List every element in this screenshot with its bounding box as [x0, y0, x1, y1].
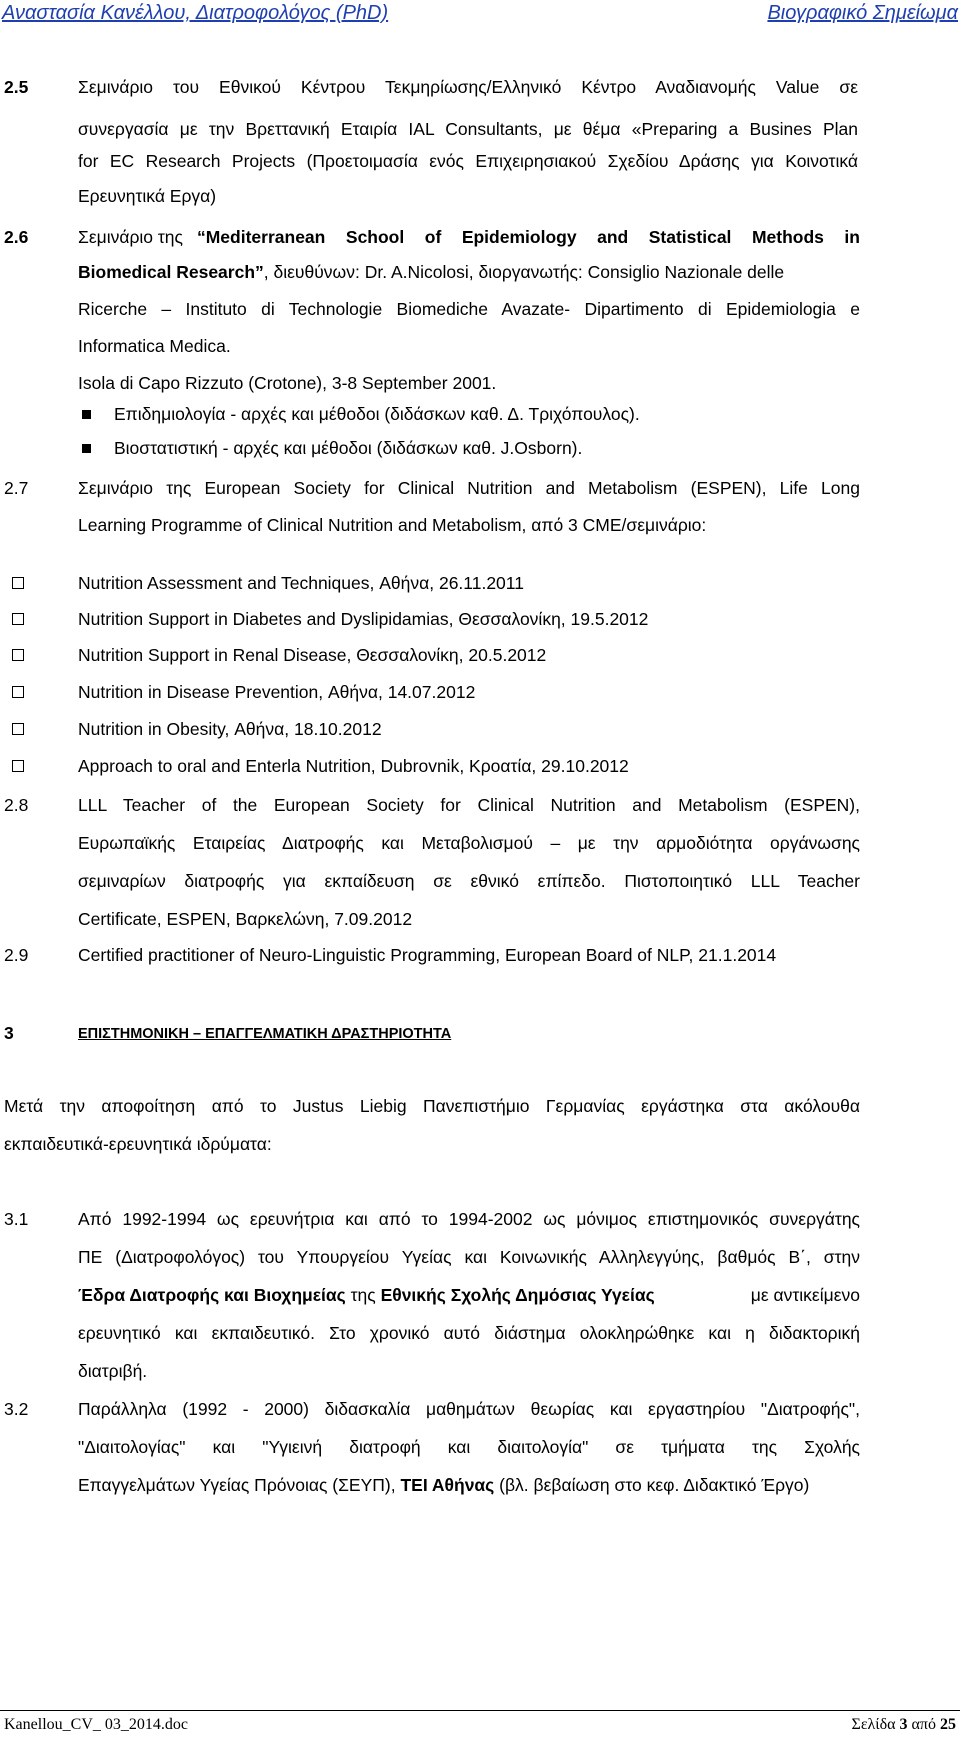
square-bullet-icon — [82, 410, 91, 419]
text-line: διατριβή. — [78, 1361, 148, 1381]
section-number: 3.1 — [4, 1209, 29, 1229]
school-name: Εθνικής Σχολής Δημόσιας Υγείας — [380, 1285, 655, 1305]
text-line: Μετά την αποφοίτηση από το Justus Liebig Πανεπιστήμιο Γερμανίας εργάστηκα στα ακόλουθα — [4, 1096, 860, 1116]
text-line: "Διαιτολογίας" και "Υγιεινή διατροφή και διαιτολογία" σε τμήματα της Σχολής — [78, 1437, 860, 1457]
section-number: 2.8 — [4, 795, 29, 815]
page-number: 3 — [899, 1716, 908, 1733]
section-number: 2.7 — [4, 478, 29, 498]
list-item: Nutrition Assessment and Techniques, Αθήνα, 26.11.2011 — [78, 573, 524, 593]
bullet-text: Βιοστατιστική - αρχές και μέθοδοι (διδάσκων καθ. J.Osborn). — [114, 438, 583, 458]
text-line: συνεργασία με την Βρεττανική Εταιρία IAL Consultants, με θέμα «Preparing a Busines Plan — [78, 119, 858, 139]
page-header — [0, 0, 960, 30]
text-line: ερευνητικό και εκπαιδευτικό. Στο χρονικό αυτό διάστημα ολοκληρώθηκε και η διδακτορική — [78, 1323, 860, 1343]
text-line: Certified practitioner of Neuro-Linguistic Programming, European Board of NLP, 21.1.2014 — [78, 945, 777, 965]
text-line — [78, 1474, 809, 1496]
header-author: Αναστασία Κανέλλου, Διατροφολόγος (PhD) — [2, 2, 389, 24]
page-label: Σελίδα — [851, 1716, 900, 1733]
seminar-title-cont: Biomedical Research” — [78, 262, 264, 282]
section-number: 3.2 — [4, 1399, 29, 1419]
section-title: ΕΠΙΣΤΗΜΟΝΙΚΗ – ΕΠΑΓΓΕΛΜΑΤΙΚΗ ΔΡΑΣΤΗΡΙΟΤΗΤΑ — [78, 1026, 452, 1042]
text-line: Learning Programme of Clinical Nutrition and Metabolism, από 3 CME/σεμινάριο: — [78, 515, 707, 535]
text-line — [78, 1284, 860, 1306]
text-line: ΠΕ (Διατροφολόγος) του Υπουργείου Υγείας και Κοινωνικής Αλληλεγγύης, βαθμός Β΄, στην — [78, 1247, 860, 1267]
page-label: από — [907, 1716, 940, 1733]
text-fragment: με αντικείμενο — [745, 1285, 860, 1305]
text-line: Isola di Capo Rizzuto (Crotone), 3-8 September 2001. — [78, 373, 497, 393]
section-number: 2.9 — [4, 945, 29, 965]
text-fragment: , διευθύνων: Dr. A.Nicolosi, διοργανωτής: Consiglio Nazionale delle — [263, 262, 785, 282]
footer-rule — [0, 1710, 960, 1711]
text-line: Ricerche – Instituto di Technologie Biomediche Avazate- Dipartimento di Epidemiologia e — [78, 299, 860, 319]
header-doc-title: Βιογραφικό Σημείωμα — [767, 2, 958, 24]
text-line: for EC Research Projects (Προετοιμασία ενός Επιχειρησιακού Σχεδίου Δράσης για Κοινοτικά — [78, 151, 858, 171]
text-line: εκπαιδευτικά-ερευνητικά ιδρύματα: — [4, 1134, 272, 1154]
text-line: Informatica Medica. — [78, 336, 231, 356]
checkbox-icon — [12, 577, 24, 589]
list-item: Nutrition Support in Renal Disease, Θεσσαλονίκη, 20.5.2012 — [78, 645, 547, 665]
text-line: Ευρωπαϊκής Εταιρείας Διατροφής και Μεταβολισμού – με την αρμοδιότητα οργάνωσης — [78, 833, 860, 853]
seminar-title: “Mediterranean School of Epidemiology and Statistical Methods in — [196, 227, 860, 247]
list-item: Nutrition Support in Diabetes and Dyslipidamias, Θεσσαλονίκη, 19.5.2012 — [78, 609, 649, 629]
text-line — [78, 226, 860, 248]
text-line: Σεμινάριο του Εθνικού Κέντρου Τεκμηρίωσης/Ελληνικό Κέντρο Αναδιανομής Value σε — [78, 77, 858, 97]
section-number: 2.5 — [4, 77, 29, 97]
institution-name: ΤΕΙ Αθήνας — [400, 1475, 495, 1495]
text-fragment: (βλ. βεβαίωση στο κεφ. Διδακτικό Έργο) — [494, 1475, 810, 1495]
text-line: Certificate, ESPEN, Βαρκελώνη, 7.09.2012 — [78, 909, 413, 929]
list-item: Approach to oral and Enterla Nutrition, Dubrovnik, Κροατία, 29.10.2012 — [78, 756, 629, 776]
list-item: Nutrition in Disease Prevention, Αθήνα, 14.07.2012 — [78, 682, 476, 702]
text-line: Παράλληλα (1992 - 2000) διδασκαλία μαθημάτων θεωρίας και εργαστηρίου "Διατροφής", — [78, 1399, 860, 1419]
text-line: Ερευνητικά Εργα) — [78, 186, 217, 206]
text-line: Σεμινάριο της European Society for Clinical Nutrition and Metabolism (ESPEN), Life Long — [78, 478, 860, 498]
text-fragment: της — [345, 1285, 381, 1305]
text-fragment: Επαγγελμάτων Υγείας Πρόνοιας (ΣΕΥΠ), — [78, 1475, 401, 1495]
checkbox-icon — [12, 649, 24, 661]
text-fragment: Σεμινάριο της — [78, 227, 183, 247]
chair-name: Έδρα Διατροφής και Βιοχημείας — [78, 1285, 346, 1305]
list-item: Nutrition in Obesity, Αθήνα, 18.10.2012 — [78, 719, 382, 739]
text-line: LLL Teacher of the European Society for Clinical Nutrition and Metabolism (ESPEN), — [78, 795, 860, 815]
text-line: Από 1992-1994 ως ερευνήτρια και από το 1994-2002 ως μόνιμος επιστημονικός συνεργάτης — [78, 1209, 860, 1229]
section-number: 3 — [4, 1023, 14, 1043]
page-counter — [852, 1716, 956, 1734]
footer-filename: Kanellou_CV_ 03_2014.doc — [4, 1716, 188, 1733]
checkbox-icon — [12, 613, 24, 625]
text-line: σεμιναρίων διατροφής για εκπαίδευση σε εθνικό επίπεδο. Πιστοποιητικό LLL Teacher — [78, 871, 860, 891]
checkbox-icon — [12, 723, 24, 735]
bullet-text: Επιδημιολογία - αρχές και μέθοδοι (διδάσκων καθ. Δ. Τριχόπουλος). — [114, 404, 640, 424]
checkbox-icon — [12, 686, 24, 698]
checkbox-icon — [12, 760, 24, 772]
text-line — [78, 261, 784, 283]
section-number: 2.6 — [4, 227, 29, 247]
page-total: 25 — [940, 1716, 956, 1733]
square-bullet-icon — [82, 444, 91, 453]
